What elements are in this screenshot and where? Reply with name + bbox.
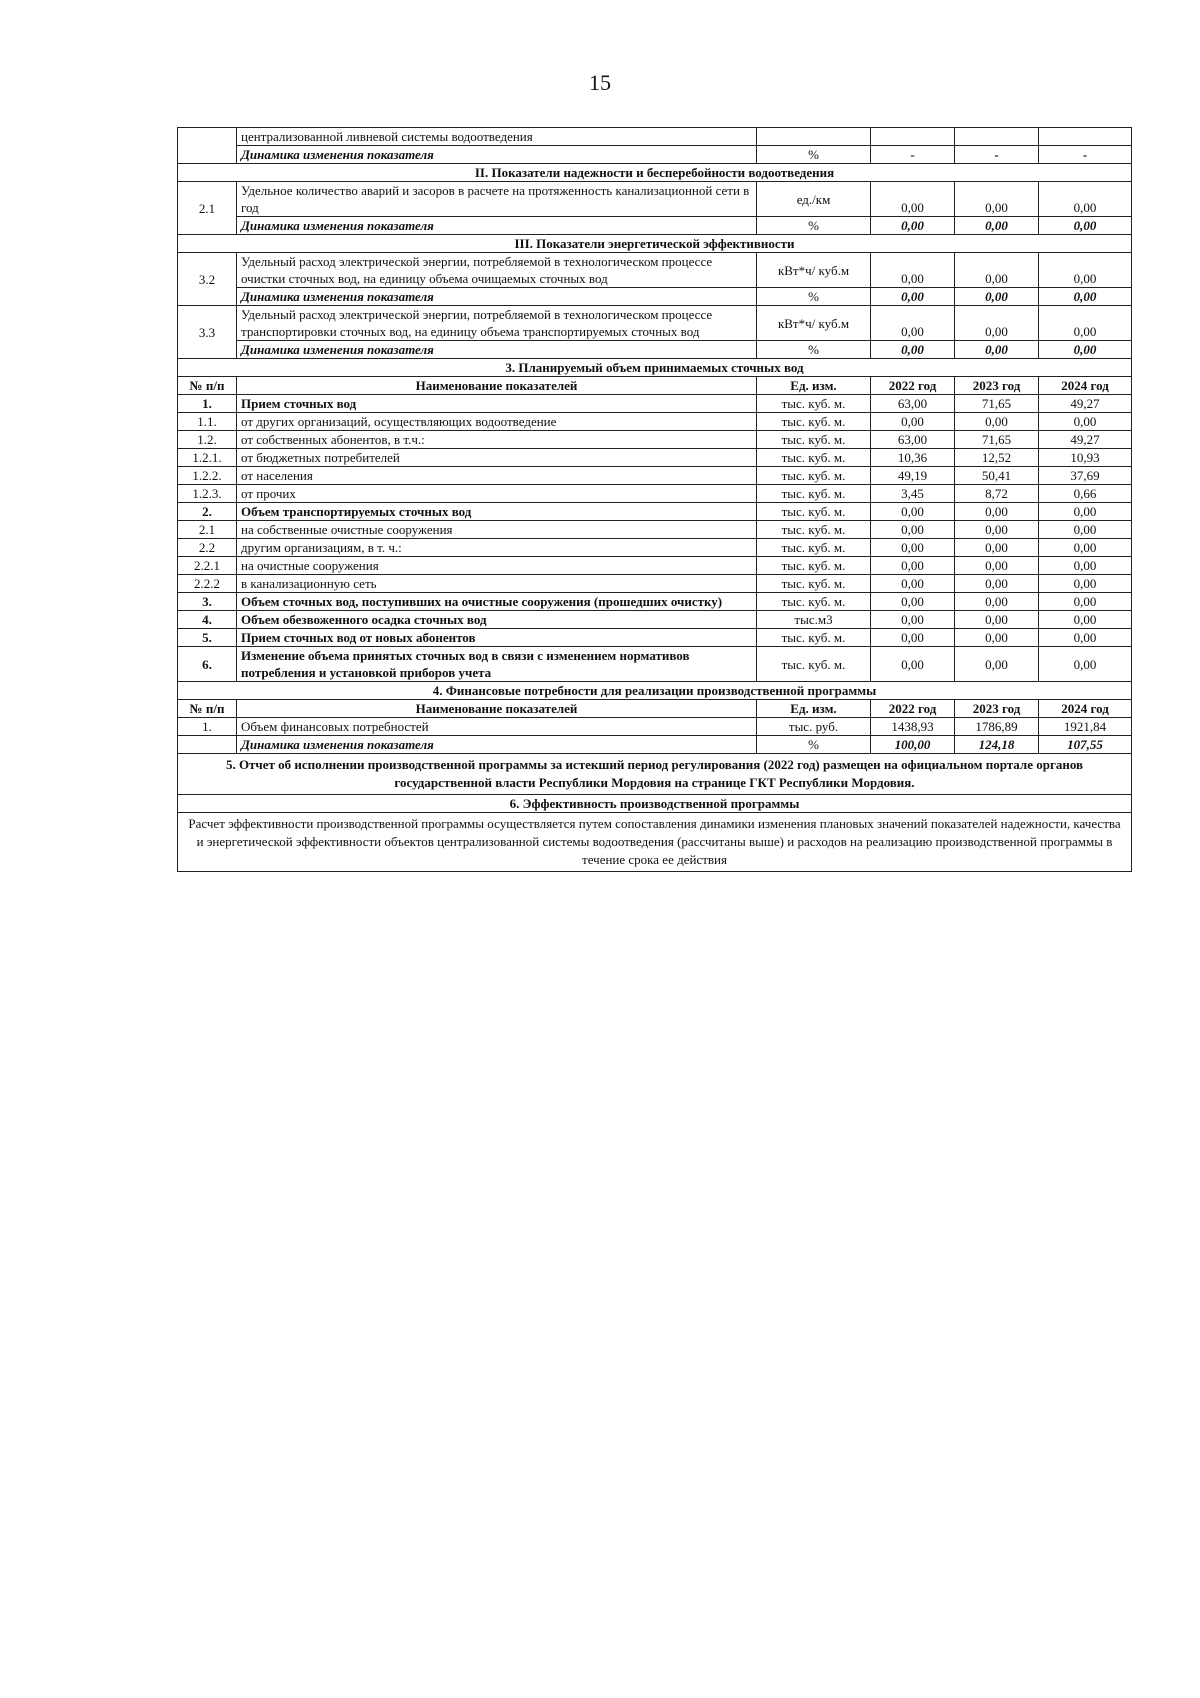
unit-cell: % [757,736,871,754]
value-2023: 0,00 [955,306,1039,341]
row-number: 1.2.2. [178,467,237,485]
table-row [178,485,1132,503]
unit-cell: тыс. куб. м. [757,521,871,539]
value-2022: 0,00 [871,647,955,682]
value-2024: 0,00 [1039,253,1132,288]
value-2022: 63,00 [871,431,955,449]
indicator-name: Удельный расход электрической энергии, потребляемой в технологическом процессе транспортировки сточных вод, на единицу объема транспортируемых сточных вод [237,306,757,341]
unit-cell: % [757,217,871,235]
value-2024: 0,00 [1039,557,1132,575]
dynamics-label: Динамика изменения показателя [237,736,757,754]
table-row [178,306,1132,341]
value-2024: 0,00 [1039,539,1132,557]
header-name: Наименование показателей [237,377,757,395]
table-row [178,182,1132,217]
header-2022: 2022 год [871,700,955,718]
row-number: 1.1. [178,413,237,431]
value-2024: 0,00 [1039,503,1132,521]
dynamics-label: Динамика изменения показателя [237,341,757,359]
value-2023: 0,00 [955,253,1039,288]
value-2022: 0,00 [871,182,955,217]
value-2023: 8,72 [955,485,1039,503]
section-title: 4. Финансовые потребности для реализации производственной программы [178,682,1132,700]
value-2023: 0,00 [955,503,1039,521]
unit-cell: ед./км [757,182,871,217]
value-2023: 0,00 [955,611,1039,629]
row-number: 5. [178,629,237,647]
value-2024: 0,00 [1039,575,1132,593]
row-number: 1.2.3. [178,485,237,503]
unit-cell: тыс. куб. м. [757,575,871,593]
value-2023: 0,00 [955,593,1039,611]
unit-cell: тыс. куб. м. [757,449,871,467]
section-header-row [178,682,1132,700]
indicator-name: Прием сточных вод [237,395,757,413]
row-number: 2.2.1 [178,557,237,575]
unit-cell: % [757,288,871,306]
section-title: II. Показатели надежности и бесперебойности водоотведения [178,164,1132,182]
table-row [178,521,1132,539]
dynamics-row [178,146,1132,164]
table-row [178,629,1132,647]
section-header-row [178,795,1132,813]
value-2024: 1921,84 [1039,718,1132,736]
value-2024: 0,00 [1039,647,1132,682]
unit-cell: тыс. куб. м. [757,467,871,485]
dynamics-row [178,217,1132,235]
row-number: 1. [178,395,237,413]
column-header-row [178,377,1132,395]
indicator-name: Удельный расход электрической энергии, потребляемой в технологическом процессе очистки сточных вод, на единицу объема очищаемых сточных вод [237,253,757,288]
table-row [178,503,1132,521]
value-2024: 0,00 [1039,182,1132,217]
section-5-row [178,754,1132,795]
table-row [178,593,1132,611]
value-2023: 0,00 [955,647,1039,682]
indicator-name: Объем транспортируемых сточных вод [237,503,757,521]
table-row [178,128,1132,146]
header-name: Наименование показателей [237,700,757,718]
section-header-row [178,235,1132,253]
header-2023: 2023 год [955,700,1039,718]
dynamics-label: Динамика изменения показателя [237,146,757,164]
value-2023: 0,00 [955,217,1039,235]
value-2022: 3,45 [871,485,955,503]
unit-cell: тыс. куб. м. [757,647,871,682]
indicator-name: Объем сточных вод, поступивших на очистные сооружения (прошедших очистку) [237,593,757,611]
indicator-name: от прочих [237,485,757,503]
efficiency-text: Расчет эффективности производственной программы осуществляется путем сопоставления динамики изменения плановых значений показателей надежности, качества и энергетической эффективности объектов централизованной системы водоотведения (рассчитаны выше) и расходов на реализацию производственной программы в течение срока ее действия [178,813,1132,872]
table-row [178,539,1132,557]
section-header-row [178,359,1132,377]
unit-cell: тыс. куб. м. [757,629,871,647]
indicator-name: от бюджетных потребителей [237,449,757,467]
unit-cell: тыс.м3 [757,611,871,629]
value-2024: 0,66 [1039,485,1132,503]
row-number: 2.1 [178,182,237,235]
unit-cell: тыс. куб. м. [757,395,871,413]
dynamics-row [178,341,1132,359]
header-num: № п/п [178,377,237,395]
row-number: 1. [178,718,237,736]
header-2024: 2024 год [1039,700,1132,718]
header-2022: 2022 год [871,377,955,395]
value-2024: 0,00 [1039,306,1132,341]
unit-cell: тыс. куб. м. [757,557,871,575]
row-number: 1.2. [178,431,237,449]
indicator-name: Прием сточных вод от новых абонентов [237,629,757,647]
unit-cell: тыс. куб. м. [757,413,871,431]
value-2023: 12,52 [955,449,1039,467]
value-2024: 0,00 [1039,288,1132,306]
value-2023: 1786,89 [955,718,1039,736]
indicator-name: на очистные сооружения [237,557,757,575]
row-number: 2.1 [178,521,237,539]
indicator-name: Удельное количество аварий и засоров в расчете на протяженность канализационной сети в год [237,182,757,217]
unit-cell: тыс. куб. м. [757,593,871,611]
value-2022: 0,00 [871,629,955,647]
header-2023: 2023 год [955,377,1039,395]
unit-cell: тыс. куб. м. [757,503,871,521]
value-2022: 0,00 [871,306,955,341]
table-row [178,647,1132,682]
indicator-name: другим организациям, в т. ч.: [237,539,757,557]
table-row [178,611,1132,629]
table-row [178,449,1132,467]
value-2024: 37,69 [1039,467,1132,485]
column-header-row [178,700,1132,718]
unit-cell: % [757,146,871,164]
value-2022: 63,00 [871,395,955,413]
row-number: 6. [178,647,237,682]
table-row [178,431,1132,449]
value-2022: 0,00 [871,341,955,359]
value-2023: 0,00 [955,539,1039,557]
value-2023: 0,00 [955,182,1039,217]
value-2022: 10,36 [871,449,955,467]
value-2024: 49,27 [1039,395,1132,413]
header-2024: 2024 год [1039,377,1132,395]
value-2022: - [871,146,955,164]
value-2023: 71,65 [955,431,1039,449]
section-title: 3. Планируемый объем принимаемых сточных вод [178,359,1132,377]
value-2024: 0,00 [1039,341,1132,359]
value-2022: 100,00 [871,736,955,754]
dynamics-row [178,736,1132,754]
section-header-row [178,164,1132,182]
indicator-name: от собственных абонентов, в т.ч.: [237,431,757,449]
row-number: 2. [178,503,237,521]
row-number: 3.3 [178,306,237,359]
value-2024: 0,00 [1039,217,1132,235]
table-row [178,557,1132,575]
value-2022: 0,00 [871,253,955,288]
value-2023: 0,00 [955,521,1039,539]
row-number: 1.2.1. [178,449,237,467]
indicator-name: в канализационную сеть [237,575,757,593]
value-2023: 0,00 [955,341,1039,359]
unit-cell: тыс. куб. м. [757,539,871,557]
section-title: 6. Эффективность производственной программы [178,795,1132,813]
table-row [178,467,1132,485]
value-2022: 0,00 [871,557,955,575]
page-number: 15 [589,70,611,95]
value-2022: 0,00 [871,539,955,557]
value-2022: 0,00 [871,413,955,431]
dynamics-row [178,288,1132,306]
value-2023: - [955,146,1039,164]
row-number: 3. [178,593,237,611]
value-2023: 0,00 [955,575,1039,593]
section-title: III. Показатели энергетической эффективности [178,235,1132,253]
indicators-table [177,127,1132,872]
row-number: 3.2 [178,253,237,306]
row-number: 4. [178,611,237,629]
table-row [178,718,1132,736]
value-2024: 0,00 [1039,413,1132,431]
value-2022: 0,00 [871,575,955,593]
indicator-name: от населения [237,467,757,485]
indicator-name: от других организаций, осуществляющих водоотведение [237,413,757,431]
table-row [178,413,1132,431]
section-6-text-row [178,813,1132,872]
report-note: 5. Отчет об исполнении производственной программы за истекший период регулирования (2022 год) размещен на официальном портале органов государственной власти Республики Мордовия на странице ГКТ Республики Мордовия. [178,754,1132,795]
value-2022: 49,19 [871,467,955,485]
unit-cell: тыс. руб. [757,718,871,736]
value-2022: 1438,93 [871,718,955,736]
unit-cell: кВт*ч/ куб.м [757,253,871,288]
value-2023: 0,00 [955,629,1039,647]
value-2024: 10,93 [1039,449,1132,467]
value-2023: 0,00 [955,557,1039,575]
header-unit: Ед. изм. [757,377,871,395]
indicator-name: Объем финансовых потребностей [237,718,757,736]
dynamics-label: Динамика изменения показателя [237,217,757,235]
value-2024: 0,00 [1039,611,1132,629]
value-2023: 0,00 [955,413,1039,431]
unit-cell: кВт*ч/ куб.м [757,306,871,341]
indicator-name: централизованной ливневой системы водоотведения [237,128,757,146]
unit-cell: тыс. куб. м. [757,431,871,449]
unit-cell: тыс. куб. м. [757,485,871,503]
indicator-name: Объем обезвоженного осадка сточных вод [237,611,757,629]
value-2022: 0,00 [871,217,955,235]
row-number: 2.2.2 [178,575,237,593]
value-2022: 0,00 [871,521,955,539]
value-2024: 0,00 [1039,629,1132,647]
value-2024: 49,27 [1039,431,1132,449]
header-unit: Ед. изм. [757,700,871,718]
header-num: № п/п [178,700,237,718]
dynamics-label: Динамика изменения показателя [237,288,757,306]
value-2022: 0,00 [871,288,955,306]
row-number: 2.2 [178,539,237,557]
value-2024: 107,55 [1039,736,1132,754]
unit-cell: % [757,341,871,359]
value-2024: 0,00 [1039,593,1132,611]
table-row [178,395,1132,413]
value-2023: 71,65 [955,395,1039,413]
value-2024: - [1039,146,1132,164]
value-2022: 0,00 [871,611,955,629]
value-2023: 124,18 [955,736,1039,754]
value-2022: 0,00 [871,593,955,611]
value-2024: 0,00 [1039,521,1132,539]
value-2023: 0,00 [955,288,1039,306]
indicator-name: Изменение объема принятых сточных вод в связи с изменением нормативов потребления и установкой приборов учета [237,647,757,682]
value-2022: 0,00 [871,503,955,521]
table-row [178,253,1132,288]
indicator-name: на собственные очистные сооружения [237,521,757,539]
table-row [178,575,1132,593]
value-2023: 50,41 [955,467,1039,485]
